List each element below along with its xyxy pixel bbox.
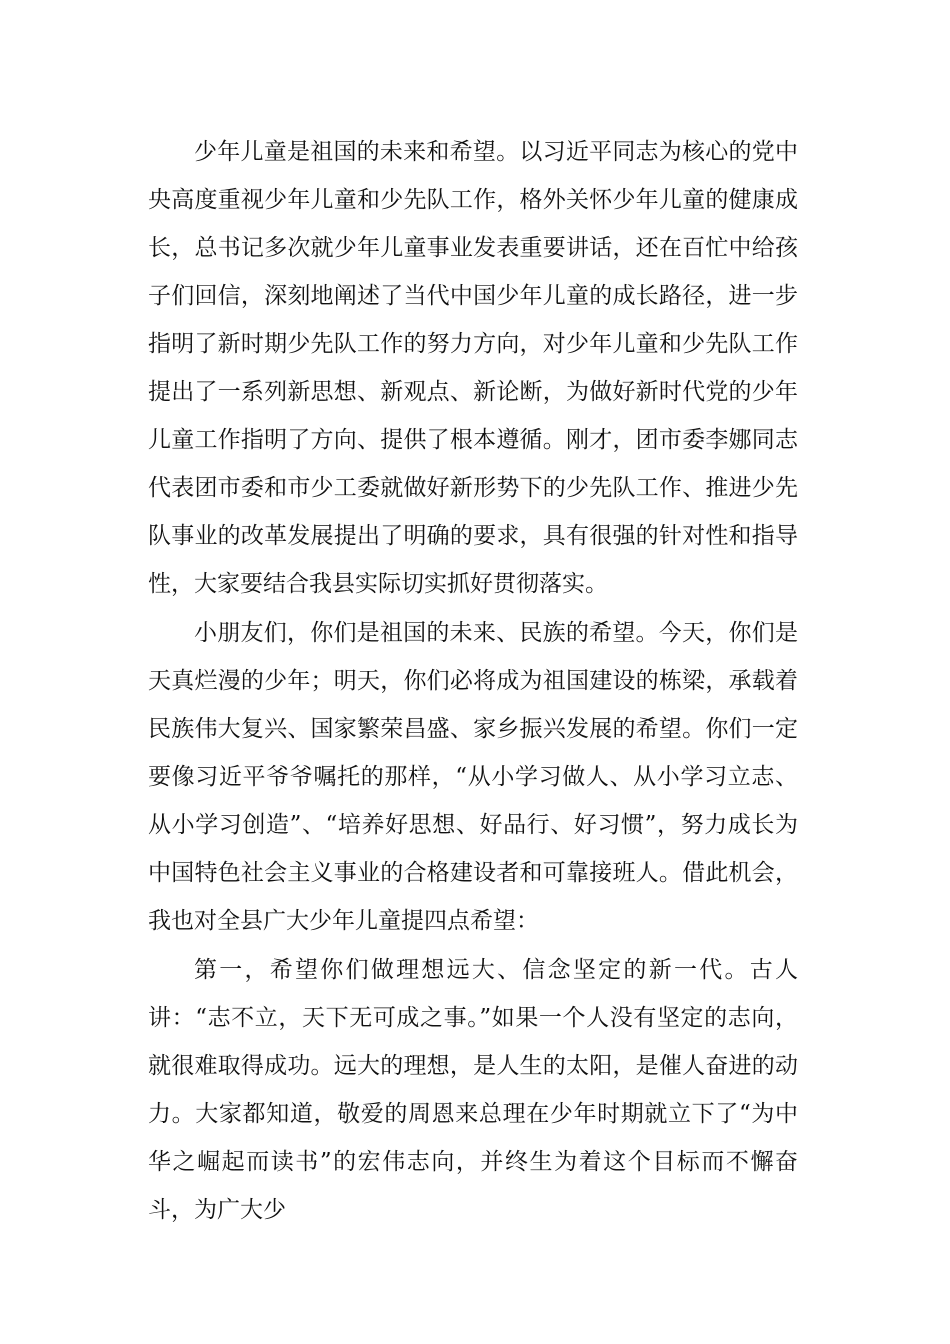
paragraph-3: 第一，希望你们做理想远大、信念坚定的新一代。古人讲：“志不立，天下无可成之事。”如果一个人没有坚定的志向，就很难取得成功。远大的理想，是人生的太阳，是催人奋进的动力。大家都知道，敬爱的周恩来总理在少年时期就立下了“为中华之崛起而读书”的宏伟志向，并终生为着这个目标而不懈奋斗，为广大少: [148, 957, 798, 1223]
document-body: [148, 128, 798, 1234]
paragraph-2: 小朋友们，你们是祖国的未来、民族的希望。今天，你们是天真烂漫的少年；明天，你们必将成为祖国建设的栋梁，承载着民族伟大复兴、国家繁荣昌盛、家乡振兴发展的希望。你们一定要像习近平爷爷嘱托的那样，“从小学习做人、从小学习立志、从小学习创造”、“培养好思想、好品行、好习惯”，努力成长为中国特色社会主义事业的合格建设者和可靠接班人。借此机会，我也对全县广大少年儿童提四点希望：: [148, 620, 798, 934]
paragraph-1: 少年儿童是祖国的未来和希望。以习近平同志为核心的党中央高度重视少年儿童和少先队工作，格外关怀少年儿童的健康成长，总书记多次就少年儿童事业发表重要讲话，还在百忙中给孩子们回信，深刻地阐述了当代中国少年儿童的成长路径，进一步指明了新时期少先队工作的努力方向，对少年儿童和少先队工作提出了一系列新思想、新观点、新论断，为做好新时代党的少年儿童工作指明了方向、提供了根本遵循。刚才，团市委李娜同志代表团市委和市少工委就做好新形势下的少先队工作、推进少先队事业的改革发展提出了明确的要求，具有很强的针对性和指导性，大家要结合我县实际切实抓好贯彻落实。: [148, 139, 798, 597]
